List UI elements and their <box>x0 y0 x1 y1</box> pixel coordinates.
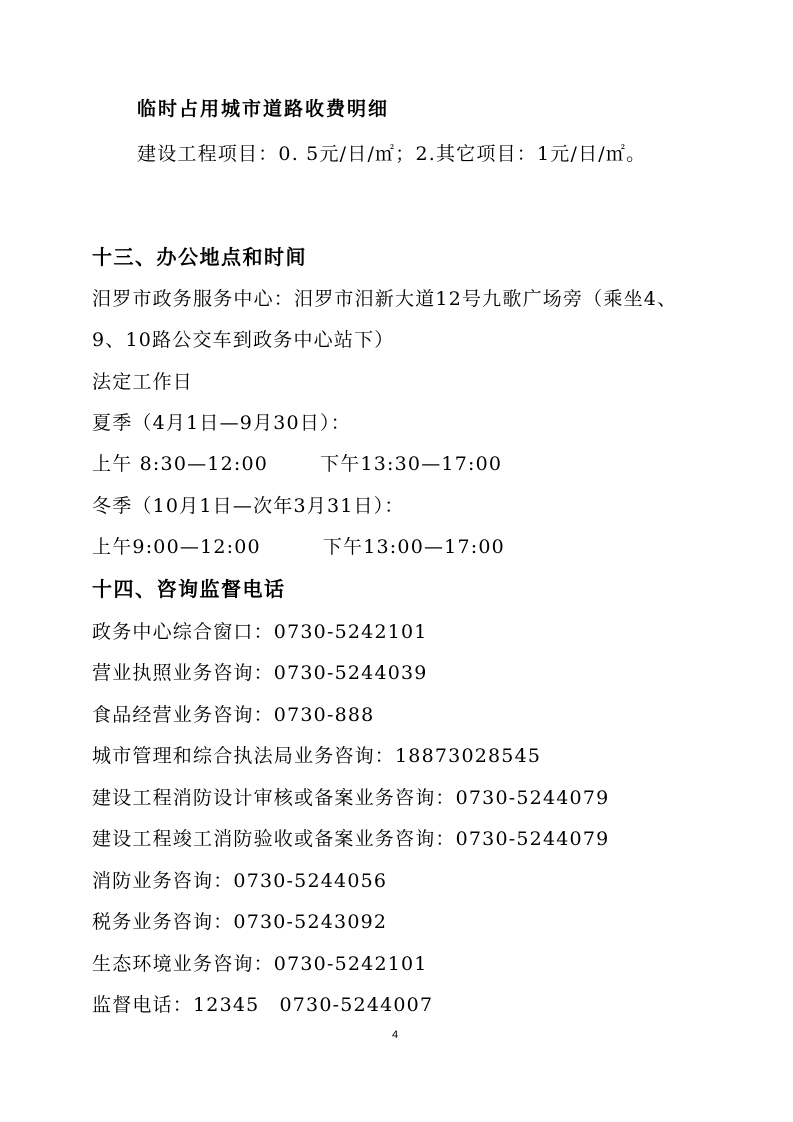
winter-hours <box>92 535 505 559</box>
contact-section-heading: 十四、咨询监督电话 <box>92 577 286 601</box>
winter-label: 冬季（10月1日—次年3月31日）： <box>92 495 405 517</box>
contact-item: 税务业务咨询：0730-5243092 <box>92 911 388 933</box>
winter-afternoon-hours: 下午13:00—17:00 <box>322 536 505 558</box>
winter-morning-hours: 上午9:00—12:00 <box>92 536 261 558</box>
contact-item: 建设工程竣工消防验收或备案业务咨询：0730-5244079 <box>92 828 610 850</box>
summer-morning-hours: 上午 8:30—12:00 <box>92 453 269 475</box>
workday-label: 法定工作日 <box>92 371 194 393</box>
contact-item: 营业执照业务咨询：0730-5244039 <box>92 662 428 684</box>
supervision-line <box>92 993 433 1017</box>
summer-hours <box>92 452 502 476</box>
office-location-line2: 9、10路公交车到政务中心站下） <box>92 329 395 351</box>
summer-label: 夏季（4月1日—9月30日）： <box>92 412 351 434</box>
supervision-phone-2: 0730-5244007 <box>279 994 434 1016</box>
contact-item: 生态环境业务咨询：0730-5242101 <box>92 953 428 975</box>
supervision-phone-1: 12345 <box>193 994 260 1016</box>
office-location-line1: 汨罗市政务服务中心：汨罗市汨新大道12号九歌广场旁（乘坐4、 <box>92 288 678 310</box>
contact-item: 建设工程消防设计审核或备案业务咨询：0730-5244079 <box>92 787 610 809</box>
contact-item: 食品经营业务咨询：0730-888 <box>92 704 375 726</box>
summer-afternoon-hours: 下午13:30—17:00 <box>320 453 503 475</box>
fee-section-title: 临时占用城市道路收费明细 <box>137 98 390 120</box>
contact-item: 消防业务咨询：0730-5244056 <box>92 870 388 892</box>
fee-section-detail: 建设工程项目：0. 5元/日/㎡；2.其它项目：1元/日/㎡。 <box>137 143 647 165</box>
contact-item: 城市管理和综合执法局业务咨询：18873028545 <box>92 745 542 767</box>
supervision-label: 监督电话： <box>92 994 194 1016</box>
page-number: 4 <box>392 1029 399 1041</box>
contact-item: 政务中心综合窗口：0730-5242101 <box>92 621 428 643</box>
office-section-heading: 十三、办公地点和时间 <box>92 245 307 269</box>
